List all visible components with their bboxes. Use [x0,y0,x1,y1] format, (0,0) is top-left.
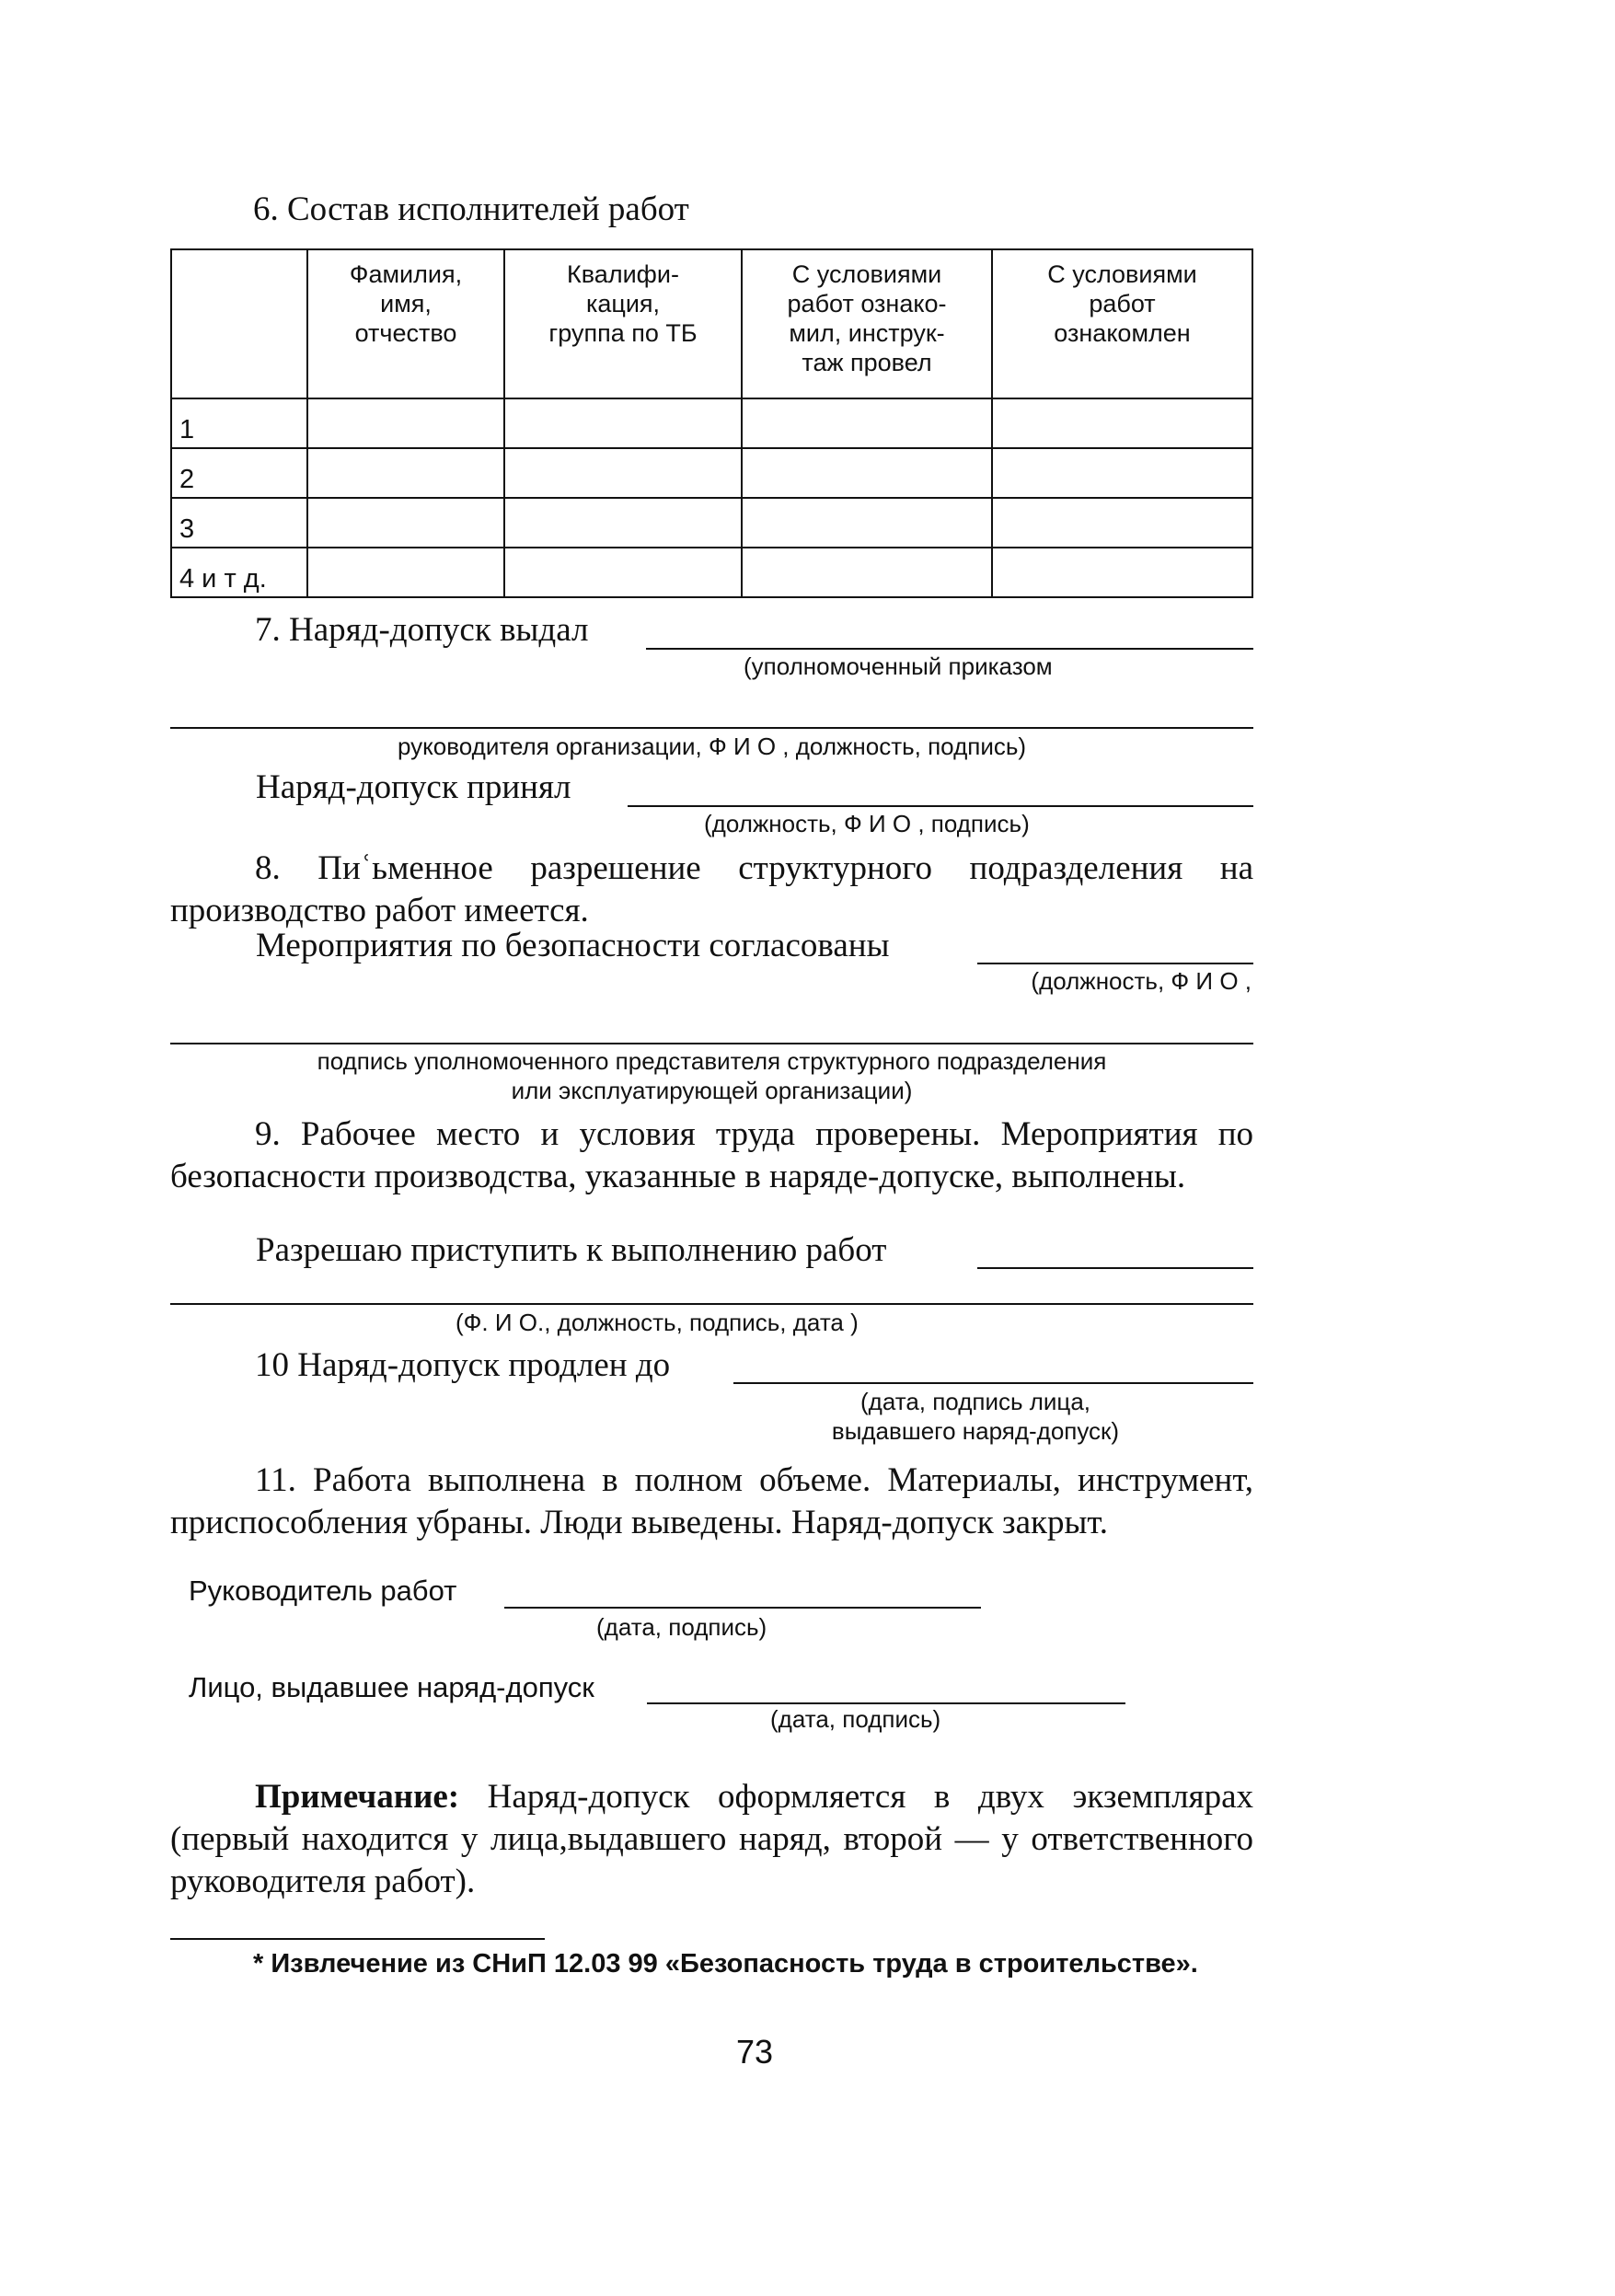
table-cell[interactable] [742,448,992,498]
issued-by-caption-2: руководителя организации, Ф И О , должность, подпись) [397,733,1027,760]
col-header-qualification: Квалифи- кация, группа по ТБ [504,249,742,398]
note-label: Примечание: [255,1778,460,1816]
table-cell[interactable] [504,498,742,548]
crew-table [170,248,1253,598]
table-row [171,448,1252,498]
issued-by-label: 7. Наряд-допуск выдал [255,611,589,649]
section-6-heading: 6. Состав исполнителей работ [253,190,689,228]
measures-agreed-line-2[interactable] [170,1043,1253,1044]
footnote-divider [170,1938,545,1940]
measures-agreed-caption-3: или эксплуатирующей организации) [511,1077,913,1104]
table-row [171,398,1252,448]
issued-by-line[interactable] [646,648,1253,650]
extended-until-caption-2: выдавшего наряд-допуск) [831,1417,1120,1445]
table-row [171,548,1252,597]
accepted-by-caption: (должность, Ф И О , подпись) [704,810,1030,837]
crew-table-header-row [171,249,1252,398]
table-cell[interactable] [504,548,742,597]
manager-label: Руководитель работ [189,1575,457,1607]
note-paragraph [170,1776,1253,1903]
issuer-label: Лицо, выдавшее наряд-допуск [189,1671,594,1703]
table-cell[interactable] [307,448,504,498]
col-header-name: Фамилия, имя, отчество [307,249,504,398]
allow-work-caption: (Ф. И О., должность, подпись, дата ) [456,1309,859,1336]
accepted-by-line[interactable] [628,805,1253,807]
measures-agreed-line[interactable] [977,963,1253,964]
section-9-text: 9. Рабочее место и условия труда проверены. Мероприятия по безопасности производства, указанные в наряде-допуске, выполнены. [170,1115,1253,1195]
row-number: 3 [171,498,307,548]
table-cell[interactable] [992,498,1252,548]
issuer-caption: (дата, подпись) [770,1705,941,1733]
section-8-text: 8. Пиʿьменное разрешение структурного подразделения на производство работ имеется. [170,849,1253,929]
table-cell[interactable] [992,548,1252,597]
manager-caption: (дата, подпись) [596,1613,767,1641]
row-number: 1 [171,398,307,448]
row-number: 2 [171,448,307,498]
issued-by-caption-1: (уполномоченный приказом [744,652,1053,680]
extended-until-line[interactable] [733,1382,1253,1384]
col-header-acquainted: С условиями работ ознакомлен [992,249,1252,398]
allow-work-line-2[interactable] [170,1303,1253,1305]
measures-agreed-caption-2: подпись уполномоченного представителя структурного подразделения [317,1047,1107,1075]
table-cell[interactable] [307,498,504,548]
table-cell[interactable] [992,448,1252,498]
table-cell[interactable] [992,398,1252,448]
issued-by-line-2[interactable] [170,727,1253,729]
table-cell[interactable] [742,398,992,448]
col-header-instructed: С условиями работ ознако- мил, инструк- таж провел [742,249,992,398]
note-text: Наряд-допуск оформляется в двух экземплярах (первый находится у лица,выдавшего наряд, второй — у ответственного руководителя работ). [170,1778,1253,1900]
extended-until-caption-1: (дата, подпись лица, [859,1388,1091,1415]
measures-agreed-label: Мероприятия по безопасности согласованы [256,927,890,964]
accepted-by-label: Наряд-допуск принял [256,768,571,806]
table-cell[interactable] [742,548,992,597]
section-11-text: 11. Работа выполнена в полном объеме. Материалы, инструмент, приспособления убраны. Люди выведены. Наряд-допуск закрыт. [170,1461,1253,1541]
row-number: 4 и т д. [171,548,307,597]
table-cell[interactable] [307,398,504,448]
table-cell[interactable] [504,398,742,448]
table-row [171,498,1252,548]
measures-agreed-caption-1: (должность, Ф И О , [1031,967,1252,995]
footnote: * Извлечение из СНиП 12.03 99 «Безопасность труда в строительстве». [253,1949,1198,1979]
allow-work-line[interactable] [977,1267,1253,1269]
table-cell[interactable] [307,548,504,597]
manager-signature-line[interactable] [504,1607,981,1609]
table-cell[interactable] [504,448,742,498]
page-number: 73 [735,2033,774,2071]
allow-work-label: Разрешаю приступить к выполнению работ [256,1231,887,1269]
extended-until-label: 10 Наряд-допуск продлен до [255,1346,671,1384]
table-cell[interactable] [742,498,992,548]
col-header-number [171,249,307,398]
